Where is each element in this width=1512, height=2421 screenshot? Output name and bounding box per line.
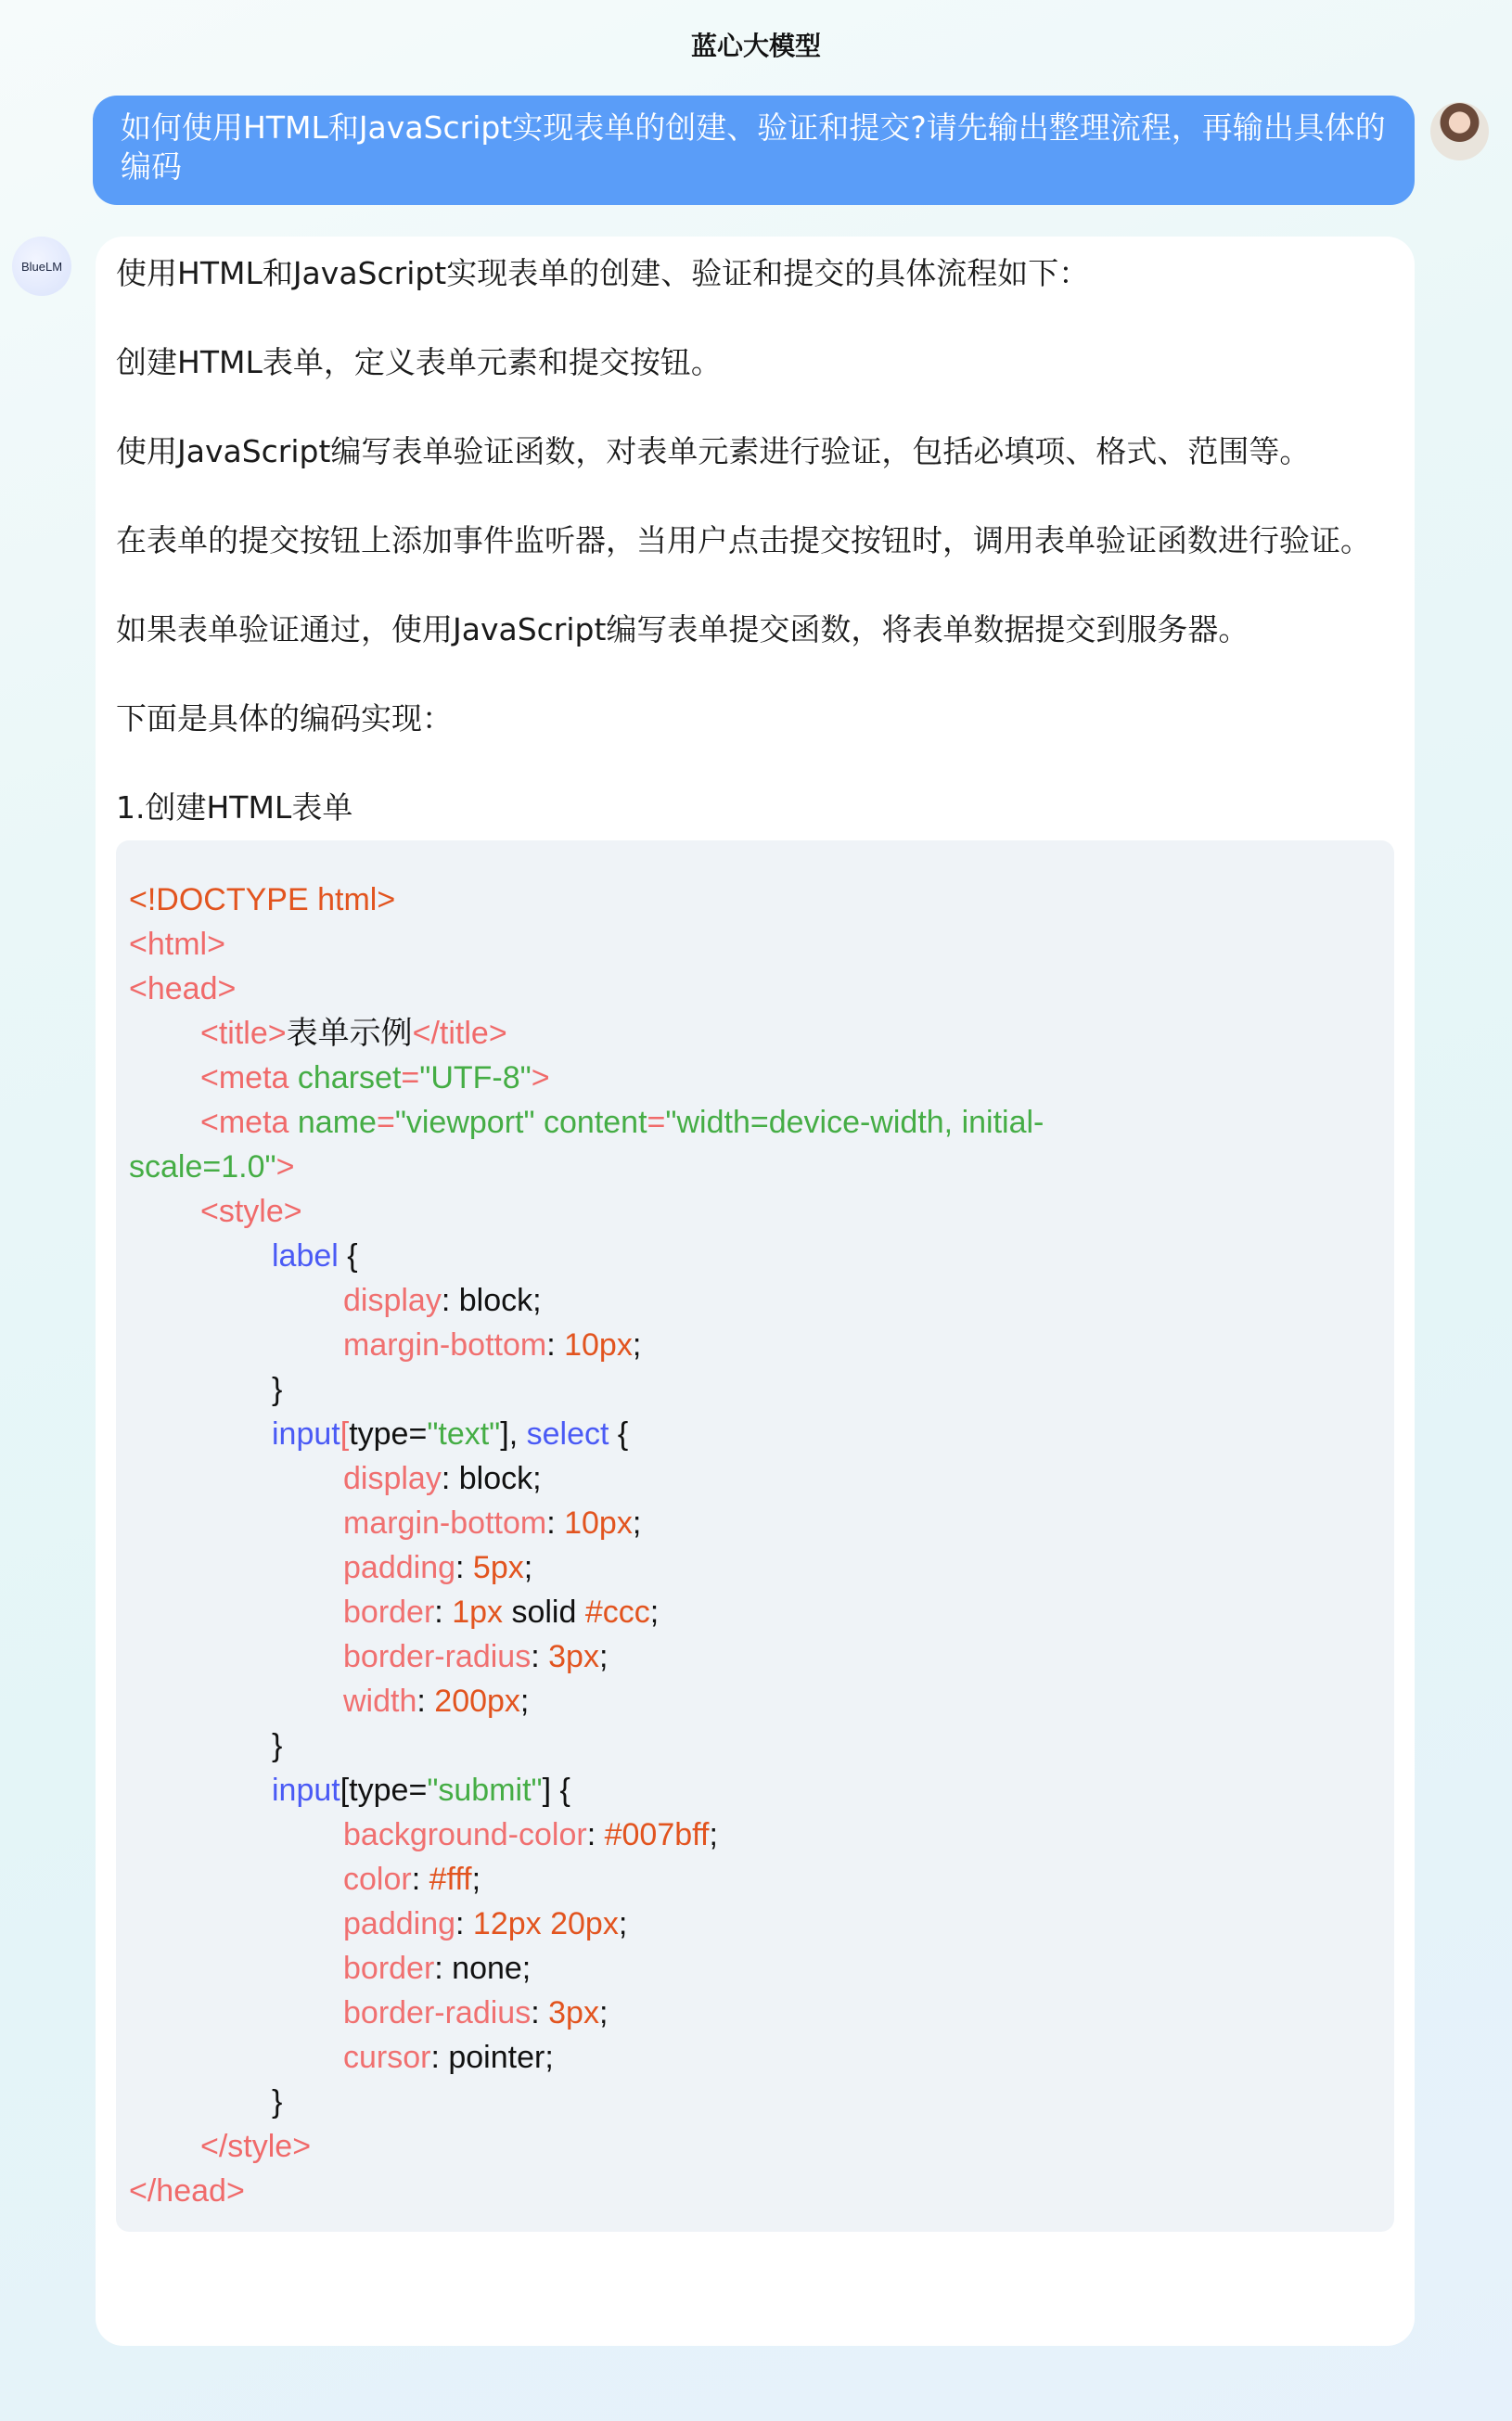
code-token: : block;: [441, 1283, 542, 1318]
code-token: 1px: [452, 1595, 504, 1630]
bot-avatar-label: BlueLM: [20, 259, 63, 274]
code-line: [129, 1367, 1381, 1412]
code-token: border-radius: [343, 1995, 532, 2030]
code-token: "UTF-8": [419, 1060, 532, 1095]
code-token: <!DOCTYPE html>: [129, 882, 396, 917]
answer-paragraph: 在表单的提交按钮上添加事件监听器，当用户点击提交按钮时，调用表单验证函数进行验证。: [116, 522, 1371, 558]
code-token: <head>: [129, 971, 237, 1006]
code-token: type=: [349, 1416, 428, 1452]
code-line: [129, 1100, 1381, 1145]
code-line: [129, 1590, 1381, 1634]
code-token: ;: [523, 1550, 533, 1585]
code-token: <title>: [200, 1016, 287, 1051]
code-token: 5px: [472, 1550, 524, 1585]
code-token: [: [340, 1416, 350, 1452]
code-token: name: [288, 1105, 377, 1140]
code-token: :: [546, 1505, 565, 1541]
code-line: [129, 1723, 1381, 1768]
code-token: 12px 20px: [472, 1906, 619, 1941]
code-line: [129, 1545, 1381, 1590]
code-token: "text": [427, 1416, 501, 1452]
code-line: [129, 1278, 1381, 1323]
code-token: #fff: [429, 1862, 472, 1897]
code-token: "width=device-width, initial-: [665, 1105, 1044, 1140]
code-token: ;: [618, 1906, 628, 1941]
code-token: <meta: [200, 1105, 289, 1140]
code-token: "viewport": [394, 1105, 535, 1140]
code-token: }: [272, 1728, 283, 1763]
code-token: <html>: [129, 927, 225, 962]
code-token: }: [272, 2084, 283, 2120]
code-line: [129, 1857, 1381, 1902]
code-line: [129, 877, 1381, 922]
code-token: ;: [632, 1505, 642, 1541]
bot-avatar: [12, 237, 71, 296]
code-token: :: [416, 1684, 435, 1719]
code-token: 3px: [548, 1639, 599, 1674]
code-line: [129, 2035, 1381, 2080]
code-token: 表单示例: [286, 1016, 413, 1051]
code-token: :: [411, 1862, 429, 1897]
code-line: [129, 2080, 1381, 2124]
code-line: [129, 1991, 1381, 2035]
code-token: padding: [343, 1906, 456, 1941]
code-token: </title>: [412, 1016, 507, 1051]
code-token: ;: [709, 1817, 718, 1852]
code-token: :: [434, 1595, 453, 1630]
code-token: ;: [598, 1995, 609, 2030]
answer-paragraph: 如果表单验证通过，使用JavaScript编写表单提交函数，将表单数据提交到服务器。: [116, 611, 1249, 647]
code-token: 10px: [564, 1327, 633, 1363]
answer-paragraph: 使用HTML和JavaScript实现表单的创建、验证和提交的具体流程如下：: [116, 255, 1090, 291]
code-token: width: [343, 1684, 417, 1719]
code-token: 10px: [564, 1505, 633, 1541]
code-token: input: [272, 1773, 340, 1808]
code-token: :: [531, 1639, 549, 1674]
code-token: #ccc: [584, 1595, 650, 1630]
code-token: border: [343, 1595, 435, 1630]
code-line: [129, 922, 1381, 967]
code-token: }: [272, 1372, 283, 1407]
code-line: [129, 1323, 1381, 1367]
code-token: display: [343, 1283, 442, 1318]
code-token: padding: [343, 1550, 456, 1585]
code-token: <style>: [200, 1194, 302, 1229]
code-token: =: [376, 1105, 395, 1140]
code-token: =: [647, 1105, 666, 1140]
code-token: label: [272, 1238, 339, 1274]
code-token: border: [343, 1951, 435, 1986]
code-token: >: [275, 1149, 295, 1185]
assistant-message-card: [96, 237, 1415, 2346]
code-token: </head>: [129, 2173, 245, 2209]
code-token: 200px: [434, 1684, 520, 1719]
code-token: border-radius: [343, 1639, 532, 1674]
code-line: [129, 1902, 1381, 1946]
code-token: [type=: [340, 1773, 428, 1808]
answer-paragraph: 创建HTML表单，定义表单元素和提交按钮。: [116, 344, 722, 380]
code-token: >: [531, 1060, 550, 1095]
code-line: [129, 1768, 1381, 1813]
code-token: ] {: [542, 1773, 570, 1808]
code-line: [129, 1679, 1381, 1723]
code-line: [129, 1145, 1381, 1189]
code-token: display: [343, 1461, 442, 1496]
code-token: </style>: [200, 2129, 312, 2164]
user-message-text: 如何使用HTML和JavaScript实现表单的创建、验证和提交?请先输出整理流程，再输出具体的编码: [121, 109, 1386, 185]
code-token: content: [534, 1105, 647, 1140]
code-token: ;: [471, 1862, 481, 1897]
answer-paragraph: 1.创建HTML表单: [116, 789, 353, 826]
code-token: :: [531, 1995, 549, 2030]
code-line: [129, 1634, 1381, 1679]
code-token: charset: [288, 1060, 402, 1095]
user-message-bubble: [93, 96, 1415, 205]
code-token: solid: [503, 1595, 585, 1630]
code-token: ],: [500, 1416, 527, 1452]
code-line: [129, 1234, 1381, 1278]
code-token: #007bff: [604, 1817, 710, 1852]
code-token: :: [455, 1550, 473, 1585]
answer-paragraph: 下面是具体的编码实现：: [116, 700, 453, 737]
code-token: :: [455, 1906, 473, 1941]
code-token: : pointer;: [430, 2040, 554, 2075]
code-line: [129, 1056, 1381, 1100]
code-token: background-color: [343, 1817, 587, 1852]
code-block: [116, 840, 1394, 2232]
code-token: cursor: [343, 2040, 431, 2075]
answer-paragraph: 使用JavaScript编写表单验证函数，对表单元素进行验证，包括必填项、格式、范围等。: [116, 433, 1311, 469]
code-line: [129, 1412, 1381, 1456]
code-line: [129, 967, 1381, 1011]
page-title: 蓝心大模型: [690, 31, 821, 61]
code-token: ;: [598, 1639, 609, 1674]
code-line: [129, 1011, 1381, 1056]
code-token: "submit": [427, 1773, 543, 1808]
code-line: [129, 2124, 1381, 2169]
code-token: ;: [519, 1684, 530, 1719]
code-token: <meta: [200, 1060, 289, 1095]
code-token: margin-bottom: [343, 1327, 547, 1363]
code-line: [129, 1456, 1381, 1501]
code-token: 3px: [548, 1995, 599, 2030]
code-token: ;: [649, 1595, 660, 1630]
code-token: {: [338, 1238, 358, 1274]
user-avatar[interactable]: [1430, 102, 1489, 160]
code-token: input: [272, 1416, 340, 1452]
code-line: [129, 1189, 1381, 1234]
code-token: scale=1.0": [129, 1149, 276, 1185]
code-token: color: [343, 1862, 412, 1897]
code-token: :: [586, 1817, 605, 1852]
code-token: =: [401, 1060, 420, 1095]
code-token: select: [526, 1416, 609, 1452]
code-line: [129, 1813, 1381, 1857]
code-line: [129, 1946, 1381, 1991]
code-token: ;: [632, 1327, 642, 1363]
code-token: margin-bottom: [343, 1505, 547, 1541]
code-line: [129, 2169, 1381, 2213]
code-token: : block;: [441, 1461, 542, 1496]
code-token: {: [609, 1416, 629, 1452]
code-line: [129, 1501, 1381, 1545]
code-token: :: [546, 1327, 565, 1363]
code-token: : none;: [434, 1951, 532, 1986]
